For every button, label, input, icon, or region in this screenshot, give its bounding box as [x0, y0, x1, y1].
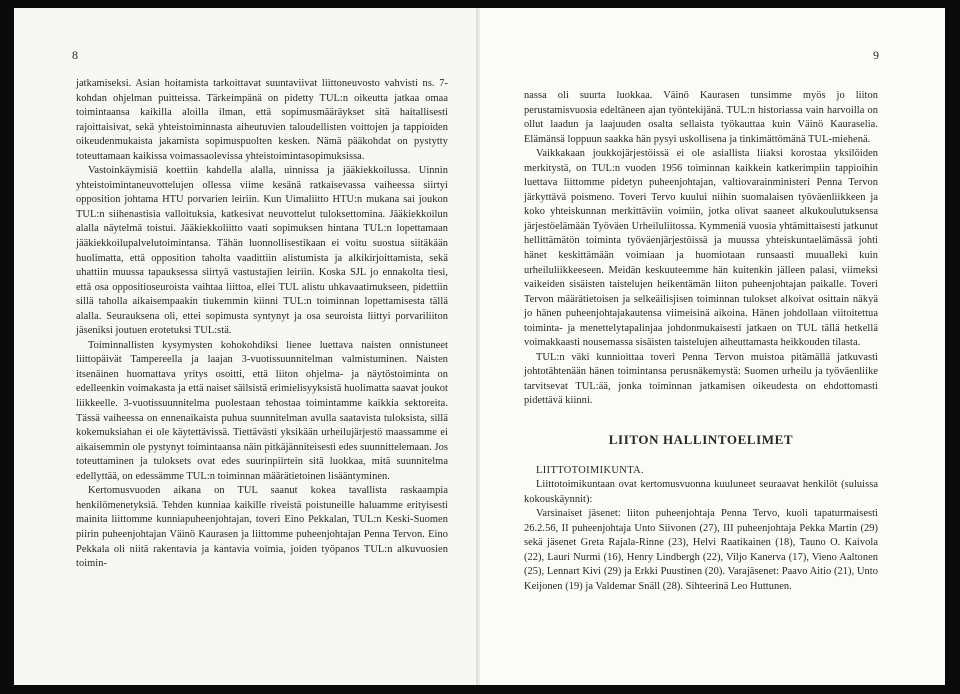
subsection-heading: LIITTOTOIMIKUNTA. — [536, 464, 645, 476]
paragraph: Vastoinkäymisiä koettiin kahdella alalla, uinnissa ja jääkiekkoilussa. Uinnin yhteistoimintaneuvottelujen ollessa viime kesänä ratkaisevassa vaiheessa siirtyi opposition johtama HTU porvarien leiriin. Kun Uimaliitto HTU:n mukana sai joukon TUL:n siihenastisia valloituksia, katkesivat neuvottelut tuloksettomina. Jääkiekkoilun alalla näytelmä toistui. Jääkiekkoliitto vaati sopimuksen hintana TUL:n lopettamaan jääkiekkoilupalvelutoimintansa. Tähän luonnollisestikaan ei voitu suostua siitäkään huolimatta, että opposition taholta vaadittiin alistumista ja alkikirjoittamista, sekä uhattiin muussa tapauksessa siirtyä vastustajien leiriin. Koska SJL jo ennakolta tiesi, että osa oppositioseuroista vaihtaa liittoa, ellei TUL alistu uhkavaatimukseen, pidettiin sillä taholla aikaisempaakin tiukemmin kiinni TUL:n toiminnan lopettamisesta tällä alalla. Seurauksena oli, ettei sopimusta syntynyt ja osa seuroista liittyi porvariliiton jäseniksi joutuen erotetuksi TUL:stä. — [76, 165, 448, 337]
paragraph: Varsinaiset jäsenet: liiton puheenjohtaja Penna Tervo, kuoli tapaturmaisesti 26.2.56, II puheenjohtaja Unto Siivonen (27), III puheenjohtaja Pekka Martin (29) sekä jäsenet Greta Rajala-Rinne (23), Helvi Raatikainen (18), Tauno O. Kaivola (22), Lauri Nurmi (16), Henry Lindbergh (22), Viljo Kanerva (17), Vieno Aaltonen (25), Lennart Kivi (29) ja Erkki Puustinen (20). Varajäsenet: Paavo Aitio (21), Unto Keijonen (19) ja Valdemar Snäll (28). Sihteerinä Leo Huttunen. — [524, 508, 878, 592]
left-page — [14, 8, 478, 685]
text-column — [524, 89, 878, 595]
paragraph: Toiminnallisten kysymysten kohokohdiksi lienee luettava naisten onnistuneet liittopäivät Tampereella ja laajan 3-vuotissuunnitelman valmistuminen. Naisten itsenäinen huomattava yritys osoitti, että liiton ohjelma- ja näytöstoiminta on edelleenkin voimakasta ja että naiset säilsistä erimielisyyksistä huolimatta saavat joukot liikkeelle. 3-vuotissuunnitelma puolestaan tehostaa toimintamme kaikkia sektoreita. Tässä vaiheessa on ennenaikaista puhua suunnitelman avulla saatavista tuloksista, sillä kokemuksiahan ei ole käytettävissä. Tiettävästi yksikään urheilujärjestö maassamme ei aikaisemmin ole pystynyt toimintaansa näin pitkäjänniteisesti edes suunnittelemaan. Jos toteuttaminen ja tuloksets ovat edes suurinpiirtein sitä luokkaa, mitä suunnitelma edellyttää, on edessämme TUL:n toiminnan määrätietoinen lisääntyminen. — [76, 339, 448, 482]
right-page — [480, 8, 945, 685]
paragraph: jatkamiseksi. Asian hoitamista tarkoittavat suuntaviivat liittoneuvosto vahvisti ns. 7-kohdan ohjelman puitteissa. Tärkeimpänä on pidetty TUL:n oikeutta jatkaa omaa toimintaansa kaikilla aloilla ilman, että sopimusmääräykset sitä haitallisesti rajoittaisivat, sekä yhteistoiminnasta aiheutuvien taloudellisten voittojen ja tappioiden oikeudenmukaista jakamista sopimuspuolten kesken. Nämä pääkohdat on pystytty toteuttamaan kaikissa voimassaolevissa yhteistoimintasopimuksissa. — [76, 78, 448, 162]
paragraph: nassa oli suurta luokkaa. Väinö Kaurasen tunsimme myös jo liiton perustamisvuosia edeltäneen ajan työntekijänä. TUL:n historiassa vain harvoilla on ollut laadun ja laajuuden osalta sellaista työkauttaa kuin Väinö Kauraselia. Elämänsä loppuun saakka hän pysyi uskollisena ja tinkimättömänä TUL-miehenä. — [524, 90, 878, 145]
section-heading: LIITON HALLINTOELIMET — [608, 432, 794, 448]
paragraph: Kertomusvuoden aikana on TUL saanut kokea tavallista raskaampia henkilömenetyksiä. Tehden kunniaa kaikille riveistä poistuneille haluamme erityisesti mainita liittomme kunniapuheenjohtajan, toveri Eino Pekkalan, TUL:n Keski-Suomen piirin puheenjohtajan Väinö Kaurasen ja liittomme puheenjohtajan Penna Tervon. Eino Pekkala oli niitä rakentavia ja kantavia voimia, joiden työpanos TUL:n alkuvuosien toimin- — [76, 485, 448, 570]
page-number: 9 — [873, 48, 879, 62]
paragraph: Vaikkakaan joukkojärjestöissä ei ole asiallista liiaksi korostaa yksilöiden merkitystä, on TUL:n vuoden 1956 toiminnan kaikkein katkerimpiin tappioihin luettava liittomme pidetyn puheenjohtajan, valtiovarainministeri Penna Tervon järkyttävä poismeno. Toveri Tervo kuului niihin suomalaisen työväenliikkeen ja koko yhteiskunnan merkittäviin voimiin, jotka olivat saaneet alkukoulutuksensa järjestöelämään Työväen Urheiluliitossa. Kymmeniä vuosia yhtämittaisesti jatkunut hellittämätön toiminta työväenjärjestöissä ja muussa yhteiskuntaelämässä johti hänet keskittämään voimiaan ja huomiotaan runsaasti muualleki kuin urheiluliikkeeseen. Meidän keskuuteemme hän kuitenkin jälleen palasi, viimeksi vaikeiden sisäisten taistelujen heikentämän liiton puheenjohtajan paikalle. Toveri Tervon määrätietoisen ja selkeäilisjisen toiminnan tulokset alkoivat osittain näkyä jo hänen puheenjohtajakautensa viimeisinä aikoina. Hänen johdollaan viitoitettua toiminta- ja menettelytapalinjaa johdonmukaisesti jatkaen on TUL tällä hetkellä voimakkaasti nousemassa sisäisten taistelujen aiheuttamasta heikkouden tilasta. — [524, 148, 878, 349]
page-number: 8 — [72, 48, 78, 62]
paragraph: TUL:n väki kunnioittaa toveri Penna Tervon muistoa pitämällä jatkuvasti johtotähtenään hänen toimintansa perusnäkemystä: Suomen urheilu ja työväenliike tarvitsevat TUL:ää, jonka toiminnan jatkamisen oikeudesta on ehdottomasti pidettävä kiinni. — [524, 351, 878, 407]
text-column — [76, 77, 448, 572]
paragraph: Liittotoimikuntaan ovat kertomusvuonna kuuluneet seuraavat henkilöt (suluissa kokouskäynnit): — [524, 479, 878, 505]
